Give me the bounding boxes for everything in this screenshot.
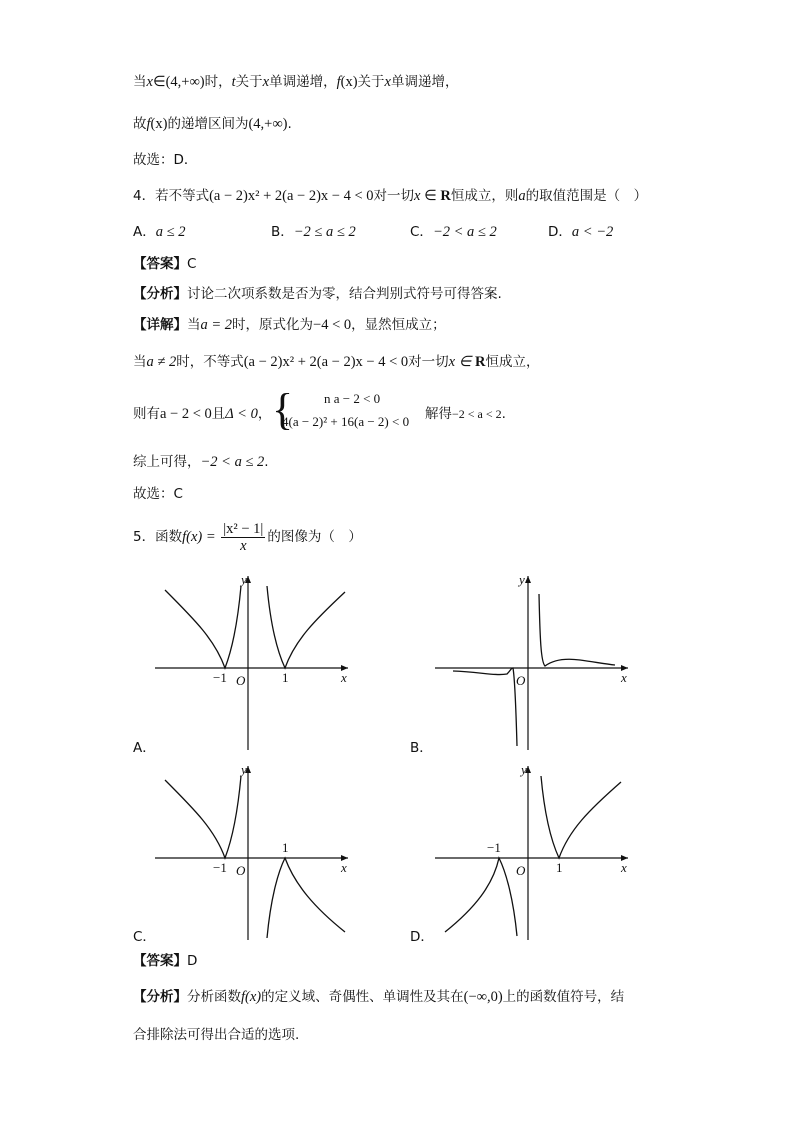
answer-tag: 【答案】 [133,256,187,272]
system-row-2: 4(a − 2)² + 16(a − 2) < 0 [282,414,410,429]
text: 对一切 [408,354,449,370]
math-expr: −4 < 0 [313,317,352,333]
option-expr: a ≤ 2 [155,224,186,240]
text: 且 [211,406,226,422]
question-4-stem [133,186,647,206]
option-d[interactable] [548,222,613,242]
graph-d[interactable] [435,760,635,940]
text: 关于 [357,74,385,90]
tick-label-neg1: −1 [213,670,227,685]
text: 的图像为（ ） [267,529,362,545]
text: 当 [133,74,147,90]
option-letter: A． [133,224,156,240]
question-number: 4．若不等式 [133,188,210,204]
math-expr: Δ < 0 [225,406,258,422]
tick-label-neg1: −1 [213,860,227,875]
origin-label: O [236,863,246,878]
y-axis-arrow [525,576,531,583]
curve-right [539,594,615,666]
detail-line-1 [133,315,446,335]
option-b[interactable] [271,222,356,242]
analysis-line-q5-cont: 合排除法可得出合适的选项. [133,1027,300,1043]
tick-label-1: 1 [282,840,289,855]
text: 时， [204,74,232,90]
answer-line [133,254,196,274]
origin-label: O [516,863,526,878]
math-expr: −2 < a < 2 [452,407,502,421]
option-expr: a < −2 [571,224,614,240]
choice-line-q4: 故选：C [133,486,183,502]
text: ， [257,406,272,422]
y-label: y [241,762,247,777]
origin-label: O [236,673,246,688]
x-label: x [621,670,627,685]
text: 对一切 [373,188,415,204]
question-number: 5．函数 [133,529,183,545]
tick-label-1: 1 [556,860,563,875]
text: . [287,116,292,132]
text: . [264,454,269,470]
math-symbol: ∈ [152,74,166,90]
graph-c[interactable] [155,760,355,940]
analysis-tag: 【分析】 [133,989,187,1005]
math-expr: f(x) [241,989,262,1005]
answer-line-q5 [133,951,197,971]
x-label: x [341,860,347,875]
math-expr: (x) [150,116,168,132]
math-var: f [336,74,341,90]
graph-a[interactable] [155,570,355,750]
math-var: t [231,74,236,90]
math-inequality: (a − 2)x² + 2(a − 2)x − 4 < 0 [243,354,409,370]
summary-line [133,452,269,472]
curve-left [165,776,241,858]
math-var: f [146,116,151,132]
analysis-tag: 【分析】 [133,286,187,302]
math-expr: −2 < a ≤ 2 [200,454,265,470]
answer-value: C [187,256,197,272]
graph-b[interactable] [435,570,635,750]
curve-left [453,668,517,746]
math-set: R [474,354,486,370]
text: 上的函数值符号，结 [502,989,625,1005]
detail-line-3-tail [425,404,506,424]
tick-label-neg1: −1 [487,840,501,855]
text: 的取值范围是（ ） [525,188,648,204]
option-letter: D． [548,224,572,240]
text: 单调递增， [269,74,337,90]
graph-a-letter: A． [133,740,156,756]
text-line-2 [133,114,292,134]
origin-label: O [516,673,526,688]
fraction-denominator: x [240,537,247,554]
answer-tag: 【答案】 [133,953,187,969]
math-inequality: (a − 2)x² + 2(a − 2)x − 4 < 0 [209,188,374,204]
curve-left [445,858,517,936]
text: 恒成立， [485,354,540,370]
text: 综上可得， [133,454,201,470]
math-var: x [384,74,391,90]
option-letter: C． [410,224,433,240]
question-5-stem [133,519,362,555]
math-expr: a ≠ 2 [146,354,177,370]
system-row-1: n a − 2 < 0 [324,391,381,406]
curve-right [267,858,345,938]
y-label: y [241,572,247,587]
text: 当 [133,354,147,370]
text: 时，原式化为 [232,317,314,333]
text: 的定义域、奇偶性、单调性及其在 [261,989,464,1005]
text: . [501,406,506,422]
option-c[interactable] [410,222,497,242]
analysis-line-q5 [133,987,624,1007]
math-var: x [146,74,153,90]
analysis-text: 讨论二次项系数是否为零，结合判别式符号可得答案. [187,286,502,302]
text: 则有 [133,406,160,422]
math-symbol: ∈ [420,188,441,204]
x-label: x [621,860,627,875]
option-letter: B． [271,224,294,240]
math-set: R [440,188,451,204]
math-expr: a = 2 [200,317,233,333]
graph-c-letter: C． [133,929,156,945]
text: 关于 [235,74,263,90]
option-expr: −2 ≤ a ≤ 2 [293,224,356,240]
y-label: y [519,572,525,587]
answer-value: D [187,953,198,969]
math-expr: (x) [340,74,358,90]
choice-line: 故选：D． [133,152,198,168]
math-expr: a − 2 < 0 [160,406,212,422]
text: 恒成立，则 [450,188,519,204]
math-interval: (4,+∞) [165,74,205,90]
option-expr: −2 < a ≤ 2 [432,224,497,240]
text: 解得 [425,406,452,422]
text: 时，不等式 [176,354,244,370]
x-label: x [341,670,347,685]
math-var: x [414,188,421,204]
inequality-system [272,385,432,436]
detail-tag: 【详解】 [133,317,187,333]
analysis-line [133,284,502,304]
text: 分析函数 [187,989,241,1005]
math-interval: (4,+∞) [248,116,288,132]
detail-line-3 [133,404,271,424]
math-expr: f(x) = [182,529,220,545]
text: 故 [133,116,147,132]
detail-line-2 [133,352,539,372]
graph-b-letter: B． [410,740,433,756]
curve-left [165,586,241,668]
text: 的递增区间为 [167,116,249,132]
graph-d-letter: D． [410,929,434,945]
math-interval: (−∞,0) [463,989,503,1005]
fraction [221,521,265,554]
text-line-1 [133,72,458,92]
text: 单调递增， [390,74,459,90]
math-var: x [262,74,270,90]
text: 当 [187,317,201,333]
brace-symbol: { [272,385,294,434]
curve-right [267,586,345,668]
text: ，显然恒成立； [351,317,446,333]
tick-label-1: 1 [282,670,289,685]
math-var: a [518,188,526,204]
math-expr: x ∈ [448,354,475,370]
curve-right [541,776,621,858]
y-label: y [521,762,527,777]
option-a[interactable] [133,222,185,242]
fraction-numerator: |x² − 1| [223,520,264,537]
